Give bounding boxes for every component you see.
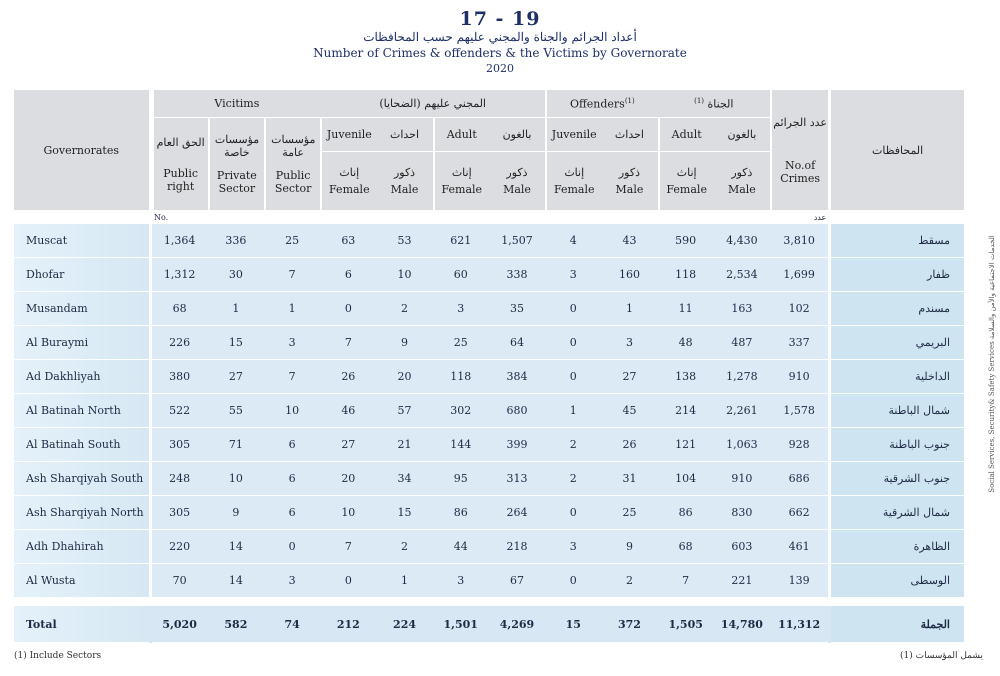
table-cell: 1,501 [433,604,489,643]
table-cell: 6 [320,258,376,292]
table-cell: 102 [770,292,828,326]
table-cell: 2,534 [714,258,770,292]
header-governorates-ar: المحافظات [831,90,964,210]
governorate-name-en: Al Wusta [14,564,149,598]
table-row [14,496,964,530]
header-victims-adult-en: Adult [433,118,489,152]
table-cell: 1 [264,292,320,326]
table-cell: 9 [376,326,432,360]
table-cell: 10 [320,496,376,530]
header-offenders-adult-en: Adult [658,118,714,152]
table-cell: 0 [545,564,601,598]
header-victims-juv-male: ذكور Male [376,152,432,210]
table-cell: 226 [152,326,208,360]
table-cell: 48 [658,326,714,360]
governorate-name-ar: شمال الباطنة [831,394,964,428]
table-cell: 1,278 [714,360,770,394]
table-cell: 4,269 [489,604,545,643]
table-cell: 118 [658,258,714,292]
header-victims-en: Vicitims [152,90,321,118]
table-cell: 380 [152,360,208,394]
table-row [14,428,964,462]
table-row [14,326,964,360]
table-cell: 248 [152,462,208,496]
table-cell: 399 [489,428,545,462]
table-cell: 1 [601,292,657,326]
table-cell: 138 [658,360,714,394]
table-cell: 64 [489,326,545,360]
table-cell: 21 [376,428,432,462]
table-cell: 0 [545,326,601,360]
table-cell: 1,312 [152,258,208,292]
table-cell: 338 [489,258,545,292]
governorate-name-en: Al Buraymi [14,326,149,360]
table-cell: 1,505 [658,604,714,643]
table-cell: 67 [489,564,545,598]
header-offenders-juvenile-en: Juvenile [545,118,601,152]
table-cell: 830 [714,496,770,530]
table-cell: 31 [601,462,657,496]
table-cell: 27 [320,428,376,462]
table-cell: 121 [658,428,714,462]
table-cell: 0 [320,292,376,326]
table-cell: 264 [489,496,545,530]
header-governorates: Governorates [14,90,149,210]
table-cell: 214 [658,394,714,428]
footnote-en: (1) Include Sectors [14,651,102,661]
table-cell: 3 [545,530,601,564]
table-cell: 74 [264,604,320,643]
header-victims-juvenile-en: Juvenile [320,118,376,152]
governorate-name-ar: البريمي [831,326,964,360]
title-year: 2020 [486,62,514,75]
table-cell: 4,430 [714,224,770,258]
header-victims-juvenile-ar: احداث [376,118,432,152]
table-cell: 3 [264,564,320,598]
table-cell: 3 [433,292,489,326]
table-cell: 25 [601,496,657,530]
table-row [14,360,964,394]
governorate-name-en: Ash Sharqiyah North [14,496,149,530]
table-cell: 910 [714,462,770,496]
table-cell: 336 [208,224,264,258]
header-victims-adult-female: إناث Female [433,152,489,210]
table-cell: 590 [658,224,714,258]
table-cell: 20 [376,360,432,394]
table-cell: 27 [601,360,657,394]
header-offenders-adult-male: ذكور Male [714,152,770,210]
governorate-name-ar: الداخلية [831,360,964,394]
table-cell: 11,312 [770,604,828,643]
governorate-name-ar: الجملة [831,604,964,643]
table-cell: 1,699 [770,258,828,292]
header-offenders-juv-male: ذكور Male [601,152,657,210]
table-cell: 220 [152,530,208,564]
governorate-name-en: Musandam [14,292,149,326]
table-cell: 9 [208,496,264,530]
table-cell: 11 [658,292,714,326]
table-cell: 163 [714,292,770,326]
header-public-right: الحق العام Public right [152,118,208,210]
governorate-name-ar: شمال الشرقية [831,496,964,530]
table-cell: 34 [376,462,432,496]
unit-no-ar: عدد [264,210,828,224]
header-crimes: عدد الجرائم No.of Crimes [770,90,828,210]
header-private-sector: مؤسسات خاصة Private Sector [208,118,264,210]
table-cell: 46 [320,394,376,428]
governorate-name-ar: الوسطى [831,564,964,598]
table-cell: 337 [770,326,828,360]
table-cell: 95 [433,462,489,496]
header-victims-adult-ar: بالغون [489,118,545,152]
table-cell: 15 [376,496,432,530]
governorate-name-ar: جنوب الباطنة [831,428,964,462]
title-english: Number of Crimes & offenders & the Victims by Governorate [313,46,687,60]
table-cell: 6 [264,462,320,496]
table-cell: 30 [208,258,264,292]
table-cell: 26 [320,360,376,394]
governorate-name-ar: ظفار [831,258,964,292]
table-cell: 662 [770,496,828,530]
table-cell: 1,364 [152,224,208,258]
table-cell: 0 [320,564,376,598]
table-cell: 3 [264,326,320,360]
table-cell: 7 [264,258,320,292]
table-cell: 86 [658,496,714,530]
table-cell: 26 [601,428,657,462]
table-row [14,292,964,326]
footnote-ar: (1) يشمل المؤسسات [900,651,983,661]
table-row [14,530,964,564]
header-offenders-juv-female: إناث Female [545,152,601,210]
governorate-name-en: Adh Dhahirah [14,530,149,564]
governorate-name-en: Muscat [14,224,149,258]
table-cell: 3 [545,258,601,292]
table-cell: 139 [770,564,828,598]
table-cell: 160 [601,258,657,292]
table-cell: 6 [264,496,320,530]
title-block [0,8,1000,75]
header-victims-adult-male: ذكور Male [489,152,545,210]
table-cell: 221 [714,564,770,598]
table-cell: 3,810 [770,224,828,258]
table-cell: 44 [433,530,489,564]
governorate-name-ar: الظاهرة [831,530,964,564]
table-cell: 10 [264,394,320,428]
table-cell: 10 [208,462,264,496]
table-row [14,462,964,496]
table-cell: 0 [545,496,601,530]
table-cell: 302 [433,394,489,428]
table-cell: 461 [770,530,828,564]
table-cell: 0 [545,292,601,326]
governorate-name-en: Dhofar [14,258,149,292]
table-cell: 910 [770,360,828,394]
table-cell: 70 [152,564,208,598]
header-offenders-juvenile-ar: احداث [601,118,657,152]
table-cell: 25 [433,326,489,360]
table-cell: 603 [714,530,770,564]
governorate-name-en: Total [14,604,149,643]
table-cell: 7 [320,530,376,564]
table-cell: 20 [320,462,376,496]
table-cell: 3 [601,326,657,360]
table-cell: 313 [489,462,545,496]
table-cell: 6 [264,428,320,462]
table-cell: 928 [770,428,828,462]
table-cell: 2 [545,428,601,462]
table-cell: 224 [376,604,432,643]
table-cell: 14 [208,530,264,564]
table-cell: 680 [489,394,545,428]
table-cell: 86 [433,496,489,530]
header-offenders-ar: $^{(1)}$ الجناة [658,90,770,118]
header-offenders-adult-ar: بالغون [714,118,770,152]
table-cell: 2 [376,530,432,564]
table-cell: 0 [264,530,320,564]
header-public-sector: مؤسسات عامة Public Sector [264,118,320,210]
governorate-name-ar: مسقط [831,224,964,258]
table-cell: 45 [601,394,657,428]
table-cell: 1,507 [489,224,545,258]
table-cell: 522 [152,394,208,428]
table-row [14,394,964,428]
table-cell: 63 [320,224,376,258]
table-cell: 621 [433,224,489,258]
table-row [14,224,964,258]
governorate-name-ar: جنوب الشرقية [831,462,964,496]
table-cell: 14,780 [714,604,770,643]
crimes-table [14,90,964,643]
table-cell: 1,578 [770,394,828,428]
table-cell: 27 [208,360,264,394]
table-cell: 68 [152,292,208,326]
table-cell: 384 [489,360,545,394]
title-arabic: أعداد الجرائم والجناة والمجني عليهم حسب المحافظات [363,30,637,44]
unit-no-en: No. [14,210,264,224]
table-cell: 144 [433,428,489,462]
total-row [14,604,964,643]
governorate-name-en: Ad Dakhliyah [14,360,149,394]
table-cell: 5,020 [152,604,208,643]
table-row [14,564,964,598]
table-cell: 104 [658,462,714,496]
table-cell: 55 [208,394,264,428]
header-victims-juv-female: إناث Female [320,152,376,210]
table-cell: 35 [489,292,545,326]
governorate-name-en: Al Batinah North [14,394,149,428]
table-cell: 25 [264,224,320,258]
header-offenders-en: Offenders$^{(1)}$ [545,90,657,118]
table-cell: 57 [376,394,432,428]
table-cell: 1 [545,394,601,428]
table-cell: 7 [658,564,714,598]
table-cell: 1 [208,292,264,326]
table-cell: 1,063 [714,428,770,462]
table-cell: 1 [376,564,432,598]
table-cell: 582 [208,604,264,643]
table-cell: 7 [320,326,376,360]
governorate-name-en: Ash Sharqiyah South [14,462,149,496]
table-cell: 15 [545,604,601,643]
header-offenders-adult-female: إناث Female [658,152,714,210]
table-cell: 118 [433,360,489,394]
table-cell: 2 [376,292,432,326]
table-cell: 10 [376,258,432,292]
table-cell: 7 [264,360,320,394]
table-cell: 2,261 [714,394,770,428]
table-cell: 2 [601,564,657,598]
table-cell: 14 [208,564,264,598]
table-cell: 305 [152,428,208,462]
governorate-name-en: Al Batinah South [14,428,149,462]
table-cell: 218 [489,530,545,564]
table-cell: 9 [601,530,657,564]
table-cell: 15 [208,326,264,360]
table-cell: 2 [545,462,601,496]
table-cell: 3 [433,564,489,598]
table-cell: 372 [601,604,657,643]
table-cell: 686 [770,462,828,496]
table-cell: 60 [433,258,489,292]
table-cell: 43 [601,224,657,258]
table-cell: 0 [545,360,601,394]
table-cell: 71 [208,428,264,462]
table-cell: 4 [545,224,601,258]
table-cell: 68 [658,530,714,564]
table-number: 17 - 19 [459,8,541,30]
table-cell: 53 [376,224,432,258]
governorate-name-ar: مسندم [831,292,964,326]
header-victims-ar: المجني عليهم (الضحايا) [320,90,545,118]
table-cell: 305 [152,496,208,530]
table-cell: 487 [714,326,770,360]
table-row [14,258,964,292]
table-cell: 212 [320,604,376,643]
side-caption: Social Services, Security& Safety Services الخدمات الاجتماعية والأمن والسلامة [988,235,996,493]
